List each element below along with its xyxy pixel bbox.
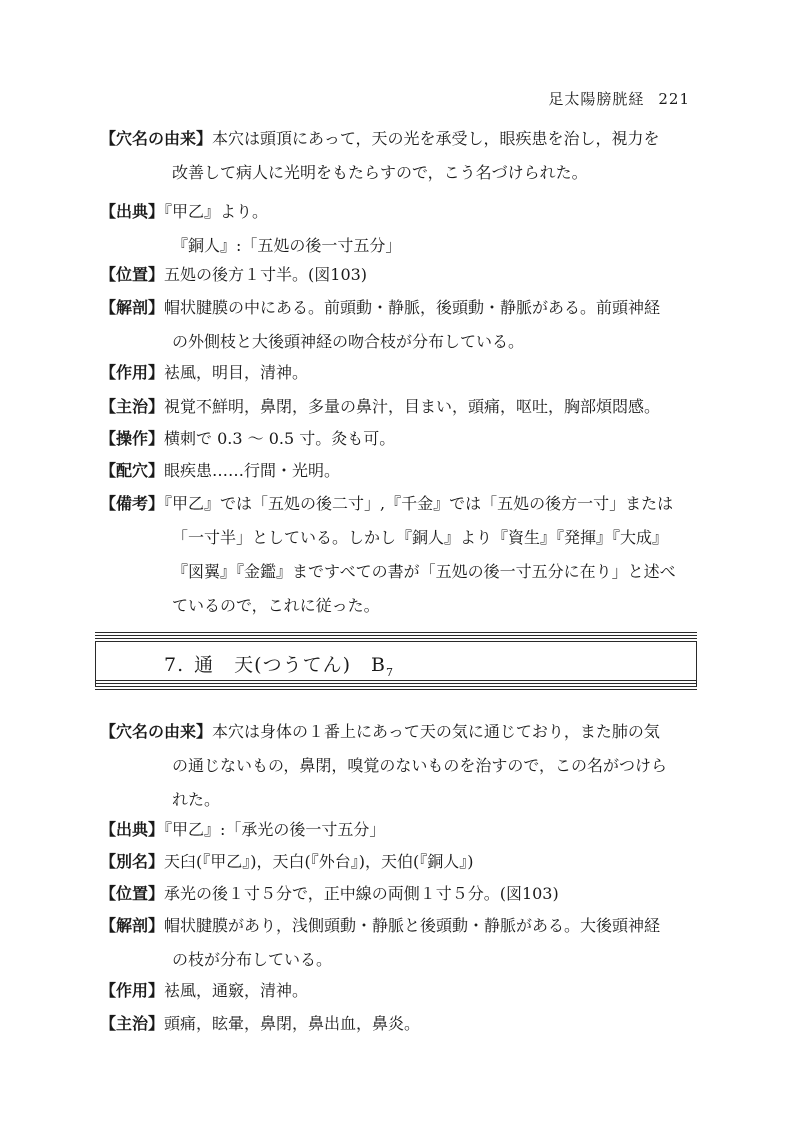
entry-origin-2 bbox=[100, 715, 700, 817]
entry-text: 本穴は身体の１番上にあって天の気に通じており，また肺の気 bbox=[212, 722, 660, 741]
entry-label: 【出典】 bbox=[100, 202, 165, 221]
entry-label: 【別名】 bbox=[100, 852, 165, 871]
entry-label: 【位置】 bbox=[100, 884, 165, 903]
entry-combination bbox=[100, 454, 700, 488]
entry-anatomy bbox=[100, 291, 700, 359]
entry-text: 五処の後方１寸半。(図103) bbox=[164, 265, 368, 284]
entry-label: 【解剖】 bbox=[100, 916, 165, 935]
entry-label: 【出典】 bbox=[100, 820, 165, 839]
entry-text: 天臼(『甲乙』)，天白(『外台』)，天伯(『銅人』) bbox=[164, 852, 474, 871]
entry-text: 「一寸半」としている。しかし『銅人』より『資生』『発揮』『大成』 bbox=[172, 528, 669, 547]
entry-text: 『図翼』『金鑑』まですべての書が「五処の後一寸五分に在り」と述べ bbox=[172, 562, 676, 581]
entry-text: 本穴は頭頂にあって，天の光を承受し，眼疾患を治し，視力を bbox=[212, 129, 660, 148]
page-number: 221 bbox=[658, 90, 690, 108]
entry-label: 【配穴】 bbox=[100, 461, 165, 480]
section-title bbox=[164, 650, 394, 679]
entry-label: 【主治】 bbox=[100, 1014, 165, 1033]
section-point-name: 通 天 bbox=[194, 654, 255, 676]
entry-indication bbox=[100, 390, 700, 424]
entry-text: 承光の後１寸５分で，正中線の両側１寸５分。(図103) bbox=[164, 884, 559, 903]
entry-location bbox=[100, 258, 700, 292]
entry-alias-2 bbox=[100, 845, 700, 879]
entry-location-2 bbox=[100, 877, 700, 911]
entry-label: 【位置】 bbox=[100, 265, 165, 284]
entry-text: 横刺で 0.3 ～ 0.5 寸。灸も可。 bbox=[164, 429, 396, 448]
entry-action-2 bbox=[100, 974, 700, 1008]
entry-text: 袪風，明目，清神。 bbox=[164, 363, 309, 382]
entry-source bbox=[100, 195, 700, 263]
entry-text: の枝が分布している。 bbox=[172, 950, 333, 969]
section-reading: (つうてん) bbox=[254, 654, 351, 676]
entry-text: 『甲乙』では「五処の後二寸」,『千金』では「五処の後方一寸」または bbox=[164, 494, 674, 513]
entry-text: れた。 bbox=[172, 790, 221, 809]
entry-text: 視覚不鮮明，鼻閉，多量の鼻汁，目まい，頭痛，呕吐，胸部煩悶感。 bbox=[164, 397, 661, 416]
entry-text: 頭痛，眩暈，鼻閉，鼻出血，鼻炎。 bbox=[164, 1014, 421, 1033]
entry-indication-2 bbox=[100, 1007, 700, 1041]
entry-text: の外側枝と大後頭神経の吻合枝が分布している。 bbox=[172, 332, 525, 351]
entry-label: 【作用】 bbox=[100, 981, 165, 1000]
entry-technique bbox=[100, 422, 700, 456]
entry-label: 【解剖】 bbox=[100, 298, 165, 317]
entry-remarks bbox=[100, 487, 700, 623]
entry-label: 【主治】 bbox=[100, 397, 165, 416]
entry-text: 袪風，通竅，清神。 bbox=[164, 981, 309, 1000]
entry-text: 眼疾患……行間・光明。 bbox=[164, 461, 341, 480]
entry-text: 『甲乙』:「承光の後一寸五分」 bbox=[164, 820, 386, 839]
entry-label: 【作用】 bbox=[100, 363, 165, 382]
section-number: 7. bbox=[164, 654, 185, 676]
entry-label: 【穴名の由来】 bbox=[100, 722, 213, 741]
chapter-title: 足太陽膀胱経 bbox=[548, 90, 645, 108]
entry-text: 『甲乙』より。 bbox=[164, 202, 269, 221]
entry-text: 改善して病人に光明をもたらすので，こう名づけられた。 bbox=[172, 163, 588, 182]
running-head bbox=[548, 88, 690, 109]
entry-text: ているので，これに従った。 bbox=[172, 596, 380, 615]
entry-text: の通じないもの，鼻閉，嗅覚のないものを治すので，この名がつけら bbox=[172, 756, 668, 775]
entry-origin bbox=[100, 122, 700, 190]
entry-label: 【操作】 bbox=[100, 429, 165, 448]
entry-text: 帽状腱膜の中にある。前頭動・静脈，後頭動・静脈がある。前頭神経 bbox=[164, 298, 661, 317]
entry-anatomy-2 bbox=[100, 909, 700, 977]
entry-text: 帽状腱膜があり，浅側頭動・静脈と後頭動・静脈がある。大後頭神経 bbox=[164, 916, 661, 935]
entry-source-2 bbox=[100, 813, 700, 847]
entry-label: 【穴名の由来】 bbox=[100, 129, 213, 148]
entry-action bbox=[100, 356, 700, 390]
entry-text: 『銅人』:「五処の後一寸五分」 bbox=[172, 236, 402, 255]
entry-label: 【備考】 bbox=[100, 494, 165, 513]
section-code: $B_7$ bbox=[370, 654, 394, 679]
